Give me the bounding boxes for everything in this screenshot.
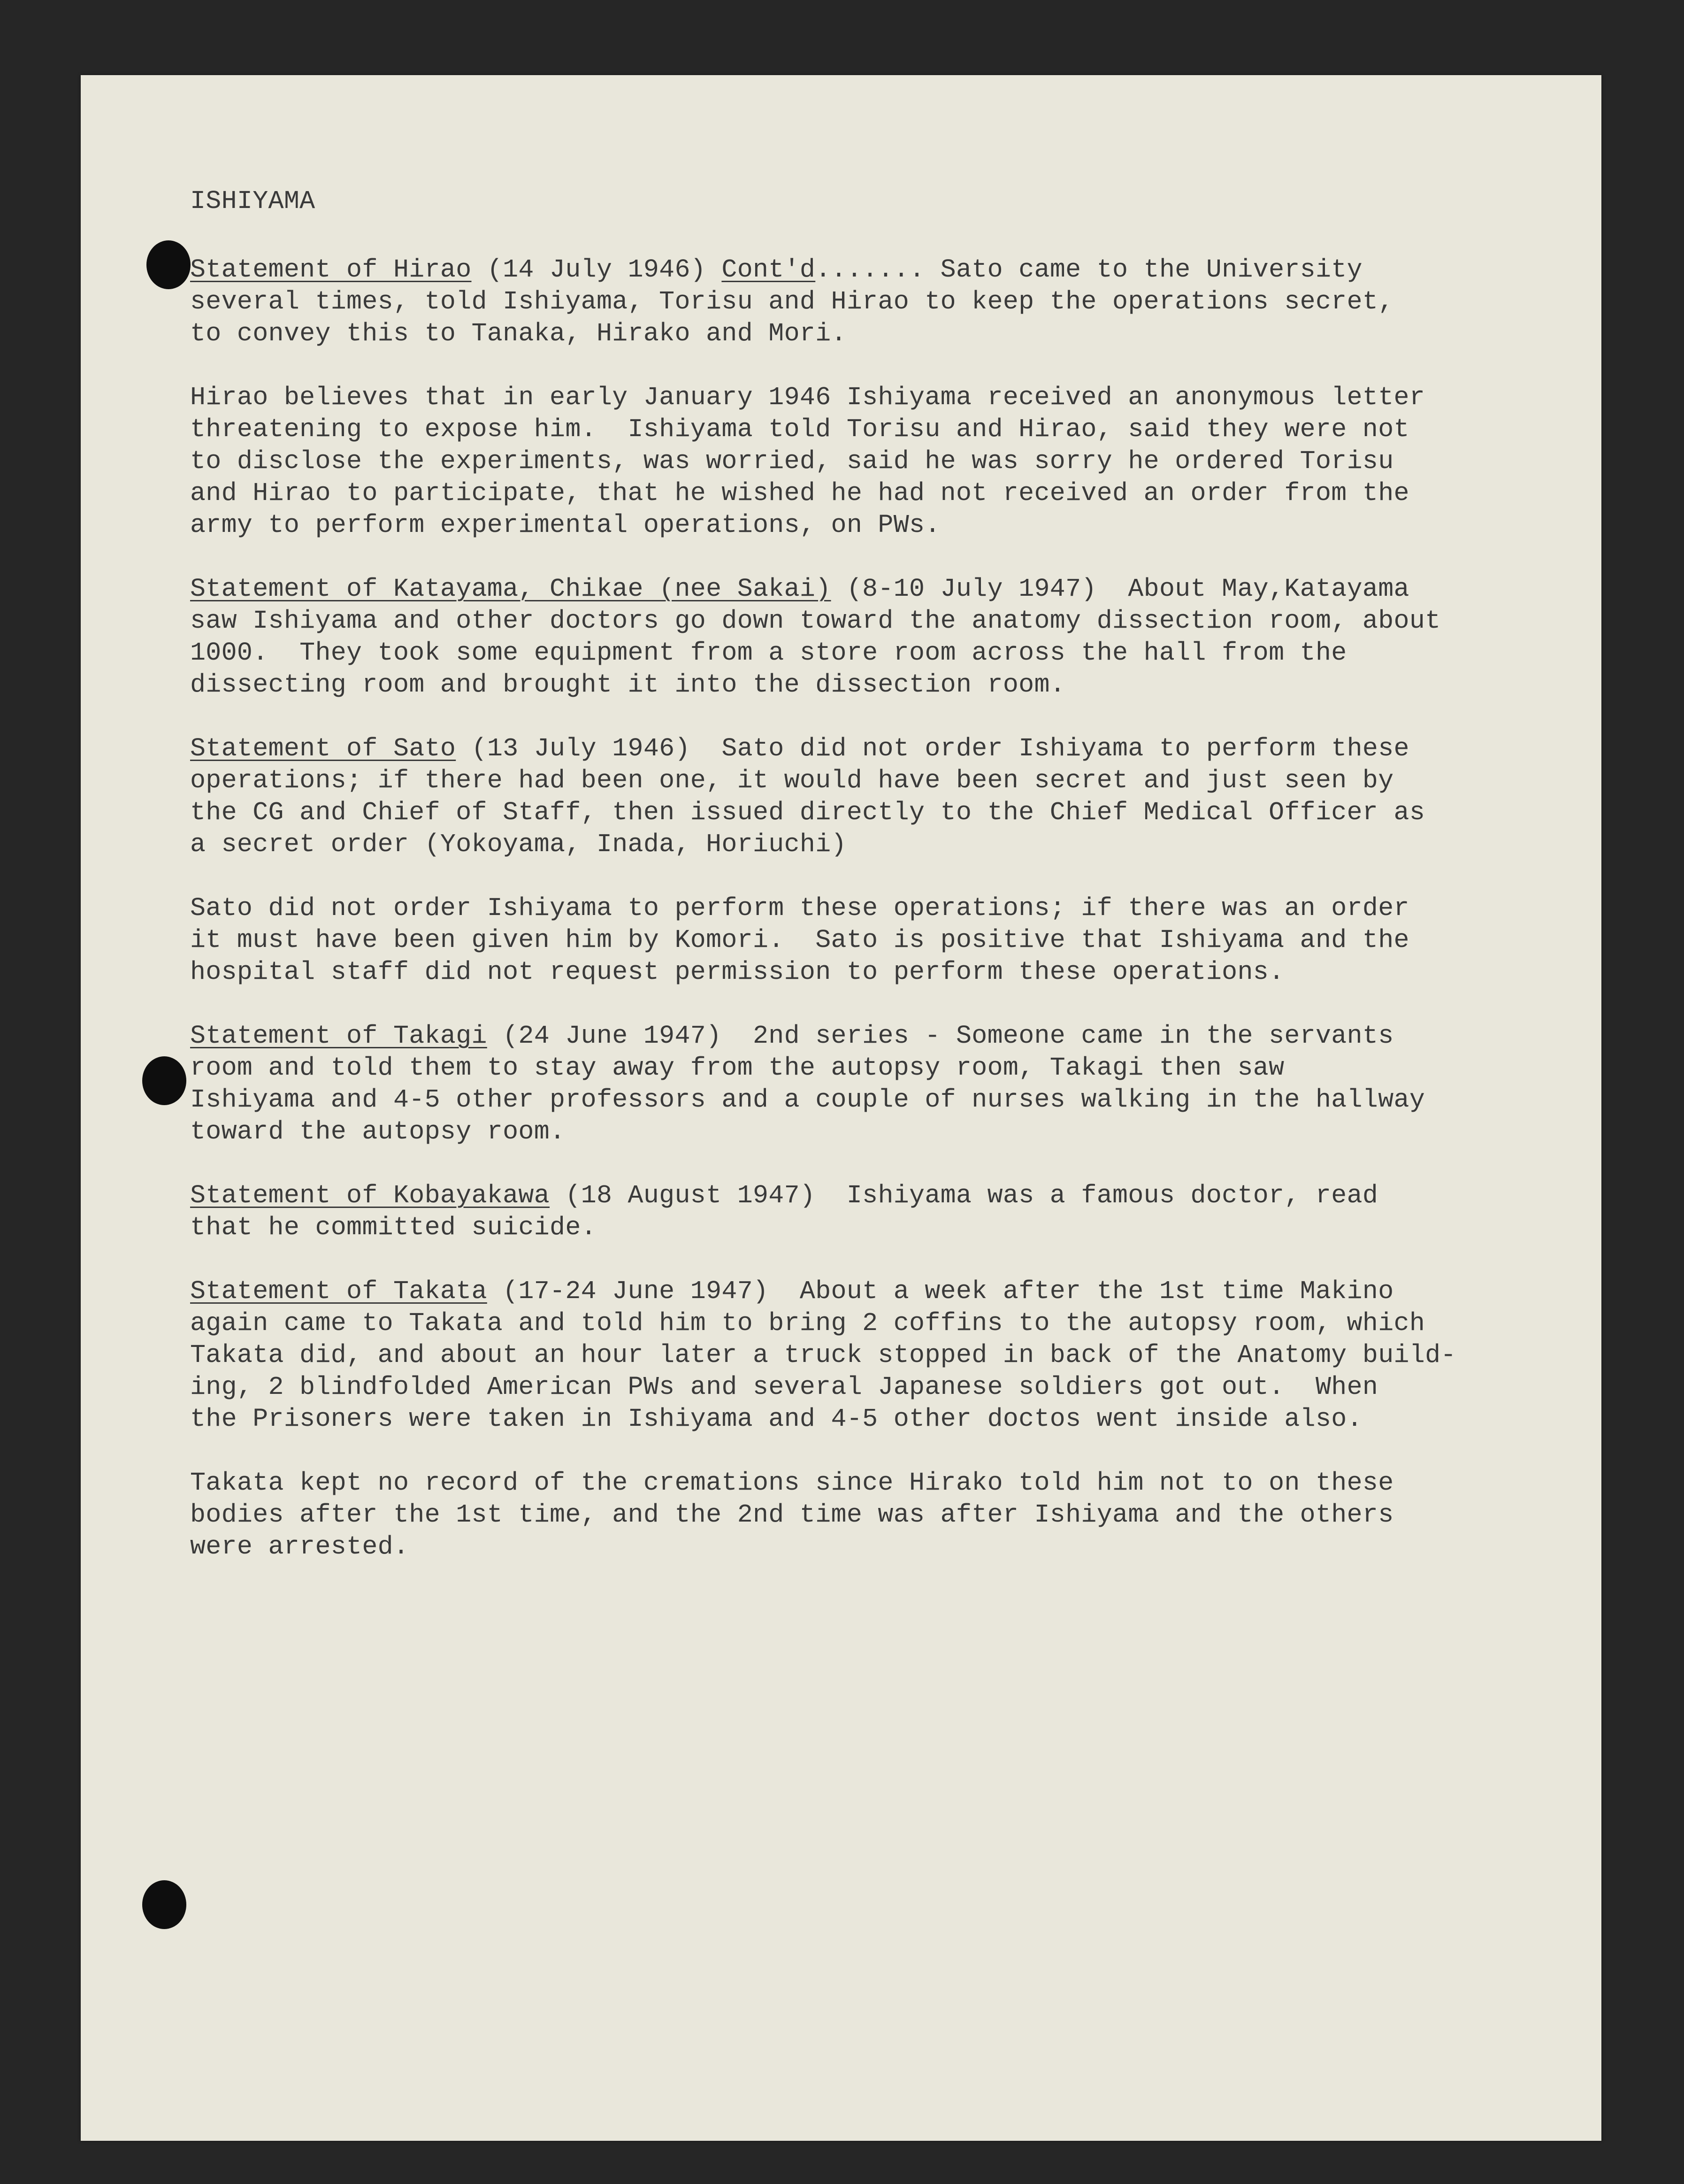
paragraph-line: toward the autopsy room. xyxy=(190,1117,566,1146)
paragraph-line: dissecting room and brought it into the dissection room. xyxy=(190,670,1066,700)
paragraph-line: army to perform experimental operations, on PWs. xyxy=(190,510,941,540)
paragraph-first-line xyxy=(190,1276,1589,1307)
statement-heading: Statement of Hirao xyxy=(190,255,472,285)
paragraph-line: hospital staff did not request permission to perform these operations. xyxy=(190,957,1285,987)
paragraph-first-line xyxy=(190,573,1589,605)
statement-text: (17-24 June 1947) About a week after the 1st time Makino xyxy=(487,1277,1394,1306)
paragraph-line: 1000. They took some equipment from a store room across the hall from the xyxy=(190,638,1347,668)
statement-text: (18 August 1947) Ishiyama was a famous doctor, read xyxy=(550,1181,1378,1210)
paragraph-line: to convey this to Tanaka, Hirako and Mori. xyxy=(190,319,847,348)
paragraph-line: Ishiyama and 4-5 other professors and a couple of nurses walking in the hallway xyxy=(190,1085,1425,1115)
paragraph-first-line xyxy=(190,1180,1589,1212)
statement-text: (13 July 1946) Sato did not order Ishiyama to perform these xyxy=(456,734,1409,763)
statement-text: (24 June 1947) 2nd series - Someone came in the servants xyxy=(487,1021,1394,1051)
paragraph-line: bodies after the 1st time, and the 2nd time was after Ishiyama and the others xyxy=(190,1500,1394,1530)
document-body xyxy=(190,185,1589,1595)
statement-heading: Statement of Kobayakawa xyxy=(190,1181,550,1210)
paragraph-takata-cremations xyxy=(190,1467,1589,1563)
statement-heading: Statement of Sato xyxy=(190,734,456,763)
paragraph-line: Takata kept no record of the cremations since Hirako told him not to on these xyxy=(190,1468,1394,1498)
statement-takata xyxy=(190,1276,1589,1435)
contd-marker: Cont'd xyxy=(721,255,816,285)
paragraph-line: ing, 2 blindfolded American PWs and several Japanese soldiers got out. When xyxy=(190,1372,1378,1402)
paragraph-sato-komori xyxy=(190,892,1589,988)
paragraph-line: that he committed suicide. xyxy=(190,1213,597,1242)
paragraph-hirao-letter xyxy=(190,382,1589,541)
paragraph-line: and Hirao to participate, that he wished he had not received an order from the xyxy=(190,478,1409,508)
punch-hole-middle xyxy=(142,1056,186,1105)
punch-hole-top xyxy=(146,240,191,289)
statement-hirao xyxy=(190,254,1589,350)
page-title: ISHIYAMA xyxy=(190,186,315,216)
paragraph-first-line xyxy=(190,1020,1589,1052)
paragraph-line: the Prisoners were taken in Ishiyama and 4-5 other doctos went inside also. xyxy=(190,1404,1363,1434)
paragraph-line: were arrested. xyxy=(190,1532,409,1561)
paragraph-line: it must have been given him by Komori. Sato is positive that Ishiyama and the xyxy=(190,925,1409,955)
paragraph-line: threatening to expose him. Ishiyama told Torisu and Hirao, said they were not xyxy=(190,415,1409,444)
statement-sato xyxy=(190,733,1589,861)
paragraph-first-line xyxy=(190,733,1589,765)
paragraph-line: Hirao believes that in early January 1946 Ishiyama received an anonymous letter xyxy=(190,383,1425,412)
paragraph-line: a secret order (Yokoyama, Inada, Horiuchi) xyxy=(190,830,847,859)
paragraph-line: again came to Takata and told him to bring 2 coffins to the autopsy room, which xyxy=(190,1308,1425,1338)
punch-hole-bottom xyxy=(142,1880,186,1929)
paragraph-line: to disclose the experiments, was worried, said he was sorry he ordered Torisu xyxy=(190,446,1394,476)
paragraph-first-line xyxy=(190,254,1589,286)
paragraph-line: saw Ishiyama and other doctors go down toward the anatomy dissection room, about xyxy=(190,606,1441,636)
statement-kobayakawa xyxy=(190,1180,1589,1244)
paragraph-line: Sato did not order Ishiyama to perform these operations; if there was an order xyxy=(190,893,1409,923)
statement-text: ....... Sato came to the University xyxy=(815,255,1363,285)
statement-takagi xyxy=(190,1020,1589,1148)
paragraph-line: Takata did, and about an hour later a truck stopped in back of the Anatomy build- xyxy=(190,1340,1456,1370)
statement-heading: Statement of Katayama, Chikae (nee Sakai) xyxy=(190,574,831,604)
paragraph-line: several times, told Ishiyama, Torisu and Hirao to keep the operations secret, xyxy=(190,287,1394,316)
statement-heading: Statement of Takagi xyxy=(190,1021,487,1051)
statement-katayama xyxy=(190,573,1589,701)
paragraph-line: the CG and Chief of Staff, then issued directly to the Chief Medical Officer as xyxy=(190,798,1425,827)
paragraph-line: operations; if there had been one, it would have been secret and just seen by xyxy=(190,766,1394,795)
statement-text: (14 July 1946) xyxy=(471,255,722,285)
statement-text: (8-10 July 1947) About May,Katayama xyxy=(831,574,1409,604)
statement-heading: Statement of Takata xyxy=(190,1277,487,1306)
paragraph-line: room and told them to stay away from the autopsy room, Takagi then saw xyxy=(190,1053,1285,1083)
